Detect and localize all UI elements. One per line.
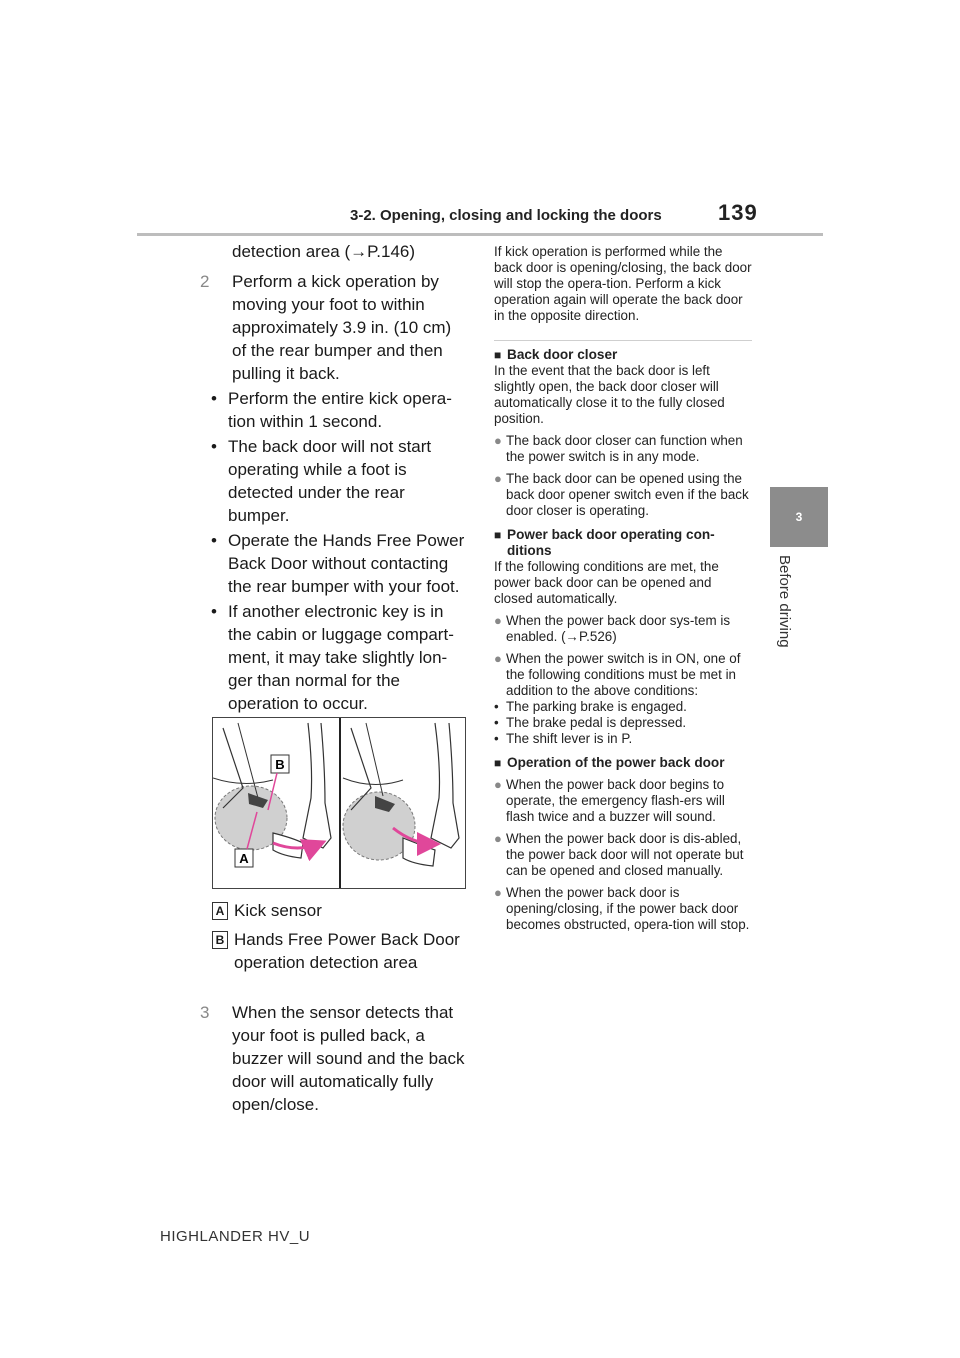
list-item: ● When the power switch is in ON, one of the following conditions must be met in addition to the above conditions: bbox=[494, 651, 741, 698]
page-number: 139 bbox=[718, 200, 758, 225]
list-item: ● When the power back door is opening/closing, if the power back door becomes obstructed, opera-tion will stop. bbox=[494, 885, 750, 932]
bullet-text: If another electronic key is in the cabin or luggage compart-ment, it may take slightly lon-ger than normal for the operation to occur. bbox=[228, 602, 454, 713]
sub-list-item: • The parking brake is engaged. bbox=[494, 699, 687, 714]
illustration-svg bbox=[213, 718, 465, 888]
chapter-label-wrap bbox=[775, 555, 795, 675]
figure-key bbox=[212, 893, 470, 974]
key-a-text: Kick sensor bbox=[234, 901, 322, 920]
chapter-tab: 3 bbox=[770, 487, 828, 547]
bullet-text: Operate the Hands Free Power Back Door without contacting the rear bumper with your foot. bbox=[228, 531, 465, 596]
separator bbox=[494, 340, 752, 341]
key-b-box: B bbox=[212, 931, 228, 949]
list-item: ● The back door closer can function when the power switch is in any mode. bbox=[494, 433, 743, 464]
bullet-text: The back door will not start operating while a foot is detected under the rear bumper. bbox=[228, 437, 432, 525]
key-a-box: A bbox=[212, 902, 228, 920]
step-number: 2 bbox=[200, 272, 210, 291]
key-b-text: Hands Free Power Back Door operation detection area bbox=[234, 930, 460, 972]
label-b: B bbox=[275, 757, 285, 772]
section-heading: ■ Back door closer bbox=[494, 347, 618, 362]
list-item: • Operate the Hands Free Power Back Door without contacting the rear bumper with your foot. bbox=[200, 529, 470, 598]
left-column bbox=[200, 240, 470, 715]
intro-text: If kick operation is performed while the back door is opening/closing, the back door will stop the opera-tion. Perform a kick operation again will operate the back door in the opposite direction. bbox=[494, 244, 752, 323]
key-b bbox=[212, 928, 470, 974]
list-item: ● When the power back door sys-tem is enabled. (→P.526) bbox=[494, 613, 731, 644]
sub-list-item: • The shift lever is in P. bbox=[494, 731, 633, 746]
bullet-text: Perform the entire kick opera-tion within 1 second. bbox=[228, 389, 452, 431]
list-item: • Perform the entire kick opera-tion within 1 second. bbox=[200, 387, 470, 433]
section-body: In the event that the back door is left slightly open, the back door closer will automatically close it to the fully closed position. bbox=[494, 363, 725, 426]
label-a: A bbox=[239, 851, 249, 866]
continuation-line: detection area (→P.146) bbox=[232, 242, 416, 261]
chapter-label: Before driving bbox=[776, 555, 793, 648]
step-text: When the sensor detects that your foot is pulled back, a buzzer will sound and the back door will automatically fully open/close. bbox=[232, 1003, 465, 1114]
list-item: • The back door will not start operating while a foot is detected under the rear bumper. bbox=[200, 435, 470, 527]
step-3-wrap bbox=[200, 994, 470, 1116]
section-body: If the following conditions are met, the power back door can be opened and closed automatically. bbox=[494, 559, 719, 606]
key-a bbox=[212, 899, 470, 922]
kick-sensor-illustration bbox=[212, 717, 466, 889]
list-item: ● When the power back door begins to operate, the emergency flash-ers will flash twice and a buzzer will sound. bbox=[494, 777, 725, 824]
list-item: ● When the power back door is dis-abled, the power back door will not operate but can be opened and closed manually. bbox=[494, 831, 744, 878]
header-rule bbox=[137, 233, 823, 236]
step-number: 3 bbox=[200, 1003, 210, 1022]
list-item: ● The back door can be opened using the back door opener switch even if the back door closer is operating. bbox=[494, 471, 749, 518]
footer-model: HIGHLANDER HV_U bbox=[160, 1228, 311, 1245]
step-2 bbox=[200, 270, 470, 385]
section-heading: ■ Power back door operating con-ditions bbox=[494, 527, 715, 558]
list-item: • If another electronic key is in the cabin or luggage compart-ment, it may take slightly lon-ger than normal for the operation to occur. bbox=[200, 600, 470, 715]
section-title: 3-2. Opening, closing and locking the doors bbox=[350, 207, 662, 224]
step-3 bbox=[200, 1001, 470, 1116]
right-column bbox=[494, 244, 752, 933]
section-heading: ■ Operation of the power back door bbox=[494, 755, 725, 770]
sub-list-item: • The brake pedal is depressed. bbox=[494, 715, 687, 730]
step-text: Perform a kick operation by moving your foot to within approximately 3.9 in. (10 cm) of the rear bumper and then pulling it back. bbox=[232, 272, 452, 383]
